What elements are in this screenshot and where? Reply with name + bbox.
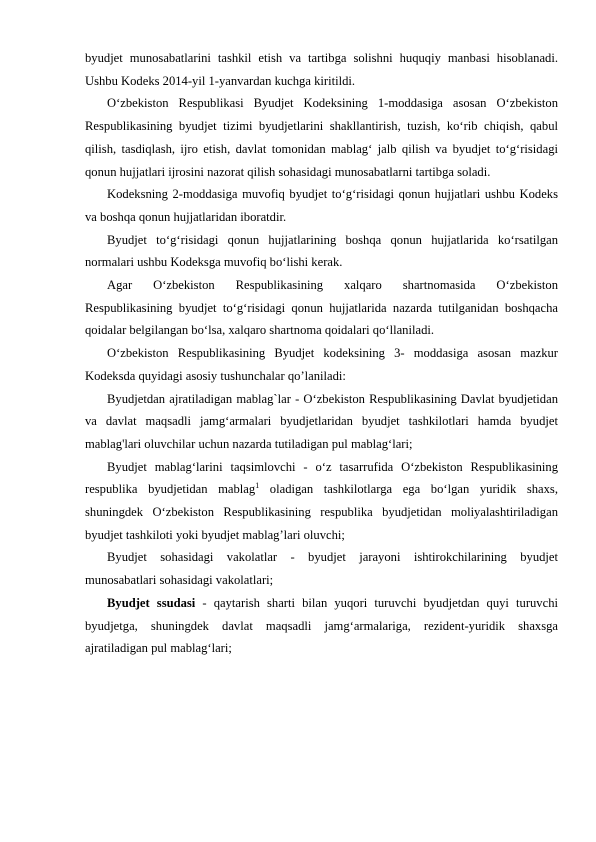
paragraph-budget-loan <box>85 592 558 660</box>
paragraph-other-laws: Byudjet to‘g‘risidagi qonun hujjatlarining boshqa qonun hujjatlarida ko‘rsatilgan normalari ushbu Kodeksga muvofiq bo‘lishi kerak. <box>85 232 558 270</box>
document-page <box>85 47 558 660</box>
paragraph-legal-basis: byudjet munosabatlarini tashkil etish va tartibga solishni huquqiy manbasi hisoblanadi. Ushbu Kodeks 2014-yil 1-yanvardan kuchga kiritildi. <box>85 51 558 88</box>
budget-loan-term: Byudjet ssudasi <box>107 595 196 610</box>
paragraph-article-2: Kodeksning 2-moddasiga muvofiq byudjet to‘g‘risidagi qonun hujjatlari ushbu Kodeks va boshqa qonun hujjatlaridan iboratdir. <box>85 187 558 224</box>
footnote-marker: 1 <box>255 481 260 491</box>
distributor-text-before: Byudjet mablag‘larini taqsimlovchi - o‘z tasarrufida O‘zbekiston Respublikasining respublika byudjetidan mablag <box>85 459 558 497</box>
paragraph-article-1: O‘zbekiston Respublikasi Byudjet Kodeksining 1-moddasiga asosan O‘zbekiston Respublikasining byudjet tizimi byudjetlarini shakllantirish, tuzish, ko‘rib chiqish, qabul qilish, tasdiqlash, ijro etish, davlat tomonidan mablag‘ jalb qilish va byudjet to‘g‘risidagi qonun hujjatlari ijrosini nazorat qilish sohasidagi munosabatlarni tartibga soladi. <box>85 96 558 179</box>
distributor-text-after: oladigan tashkilotlarga ega bo‘lgan yuridik shaxs, shuningdek O‘zbekiston Respublikasining respublika byudjetidan moliyalashtiriladigan byudjet tashkiloti yoki byudjet mablag’lari oluvchi; <box>85 482 558 542</box>
paragraph-budget-powers: Byudjet sohasidagi vakolatlar - byudjet jarayoni ishtirokchilarining byudjet munosabatlari sohasidagi vakolatlari; <box>85 550 558 588</box>
paragraph-international-treaty: Agar O‘zbekiston Respublikasining xalqaro shartnomasida O‘zbekiston Respublikasining byudjet to‘g‘risidagi qonun hujjatlarida nazarda tutilganidan boshqacha qoidalar belgilangan bo‘lsa, xalqaro shartnoma qoidalari qo‘llaniladi. <box>85 278 558 338</box>
paragraph-article-3: O‘zbekiston Respublikasining Byudjet kodeksining 3- moddasiga asosan mazkur Kodeksda quyidagi asosiy tushunchalar qo’laniladi: <box>85 346 558 383</box>
budget-loan-definition: - qaytarish sharti bilan yuqori turuvchi byudjetdan quyi turuvchi byudjetga, shuningdek davlat maqsadli jamg‘armalariga, rezident-yuridik shaxsga ajratiladigan pul mablag‘lari; <box>85 595 558 656</box>
paragraph-budget-distributor <box>85 456 558 547</box>
paragraph-budget-allocations: Byudjetdan ajratiladigan mablag`lar - O‘zbekiston Respublikasining Davlat byudjetidan va davlat maqsadli jamg‘armalari byudjetlaridan byudjet tashkilotlari hamda byudjet mablag'lari oluvchilar uchun nazarda tutiladigan pul mablag‘lari; <box>85 391 558 451</box>
